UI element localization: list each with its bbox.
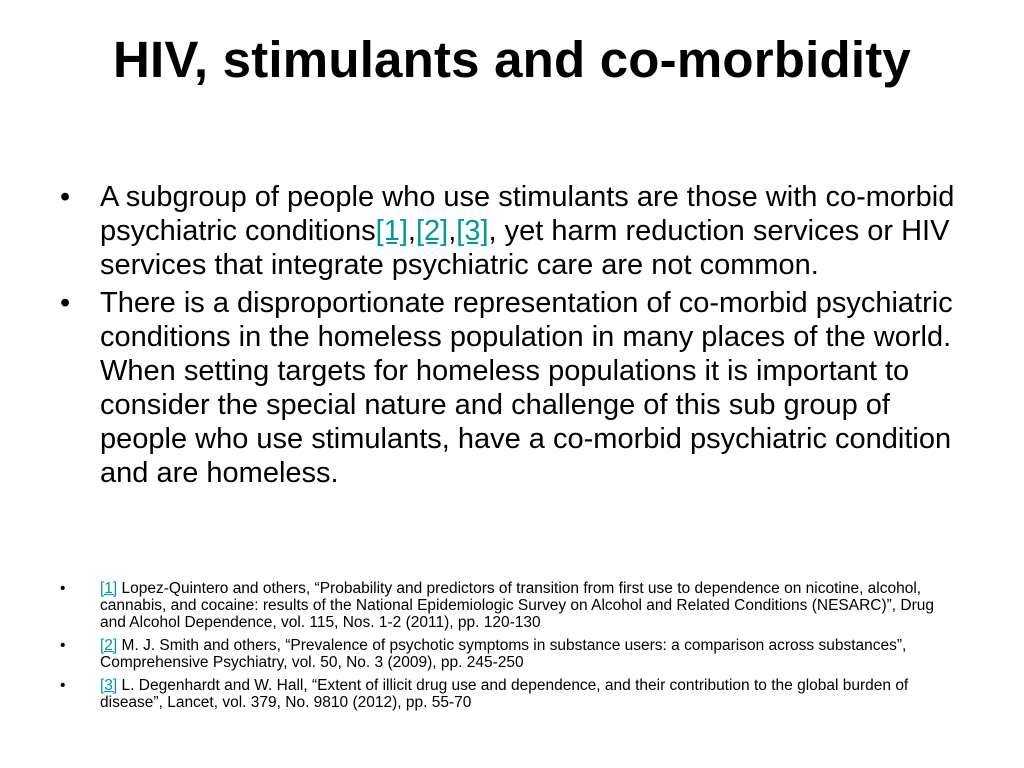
bullet-dot: • [60,637,66,654]
reference-item [60,637,960,671]
citation-link-2[interactable]: [2] [415,215,449,247]
bullet-dot: • [60,677,66,694]
reference-anchor-1[interactable]: [1] [100,580,118,597]
bullet-dot: • [60,580,66,597]
citation-separator: , [448,215,457,247]
main-bullet-list [60,180,960,494]
reference-text: M. J. Smith and others, “Prevalence of psychotic symptoms in substance users: a comparison across substances”, Comprehensive Psychiatry, vol. 50, No. 3 (2009), pp. 245-250 [100,637,907,671]
reference-text: Lopez-Quintero and others, “Probability and predictors of transition from first use to dependence on nicotine, alcohol, cannabis, and cocaine: results of the National Epidemiologic Survey on Alcohol and Related Conditions (NESARC)”, Drug and Alcohol Dependence, vol. 115, Nos. 1-2 (2011), pp. 120-130 [100,580,935,631]
bullet-dot: • [60,181,71,213]
citation-link-3[interactable]: [3] [456,215,489,247]
reference-anchor-2[interactable]: [2] [100,637,118,654]
reference-anchor-3[interactable]: [3] [100,677,118,694]
bullet-item [60,180,960,282]
bullet-dot: • [60,287,71,319]
reference-text: L. Degenhardt and W. Hall, “Extent of illicit drug use and dependence, and their contribution to the global burden of disease”, Lancet, vol. 379, No. 9810 (2012), pp. 55-70 [100,677,909,711]
bullet-text: , yet harm reduction services or HIV services that integrate psychiatric care are not common. [100,215,950,281]
reference-item [60,580,960,631]
slide-title: HIV, stimulants and co-morbidity [113,31,911,88]
bullet-text: There is a disproportionate representation of co-morbid psychiatric conditions in the homeless population in many places of the world. When setting targets for homeless populations it is important to consider the special nature and challenge of this sub group of people who use stimulants, have a co-morbid psychiatric condition and are homeless. [100,287,953,489]
citation-link-1[interactable]: [1] [375,215,408,247]
bullet-item [60,286,960,490]
reference-item [60,677,960,711]
citation-separator: , [407,215,416,247]
reference-list [60,580,960,717]
bullet-text: A subgroup of people who use stimulants are those with co-morbid psychiatric conditions [100,181,955,247]
